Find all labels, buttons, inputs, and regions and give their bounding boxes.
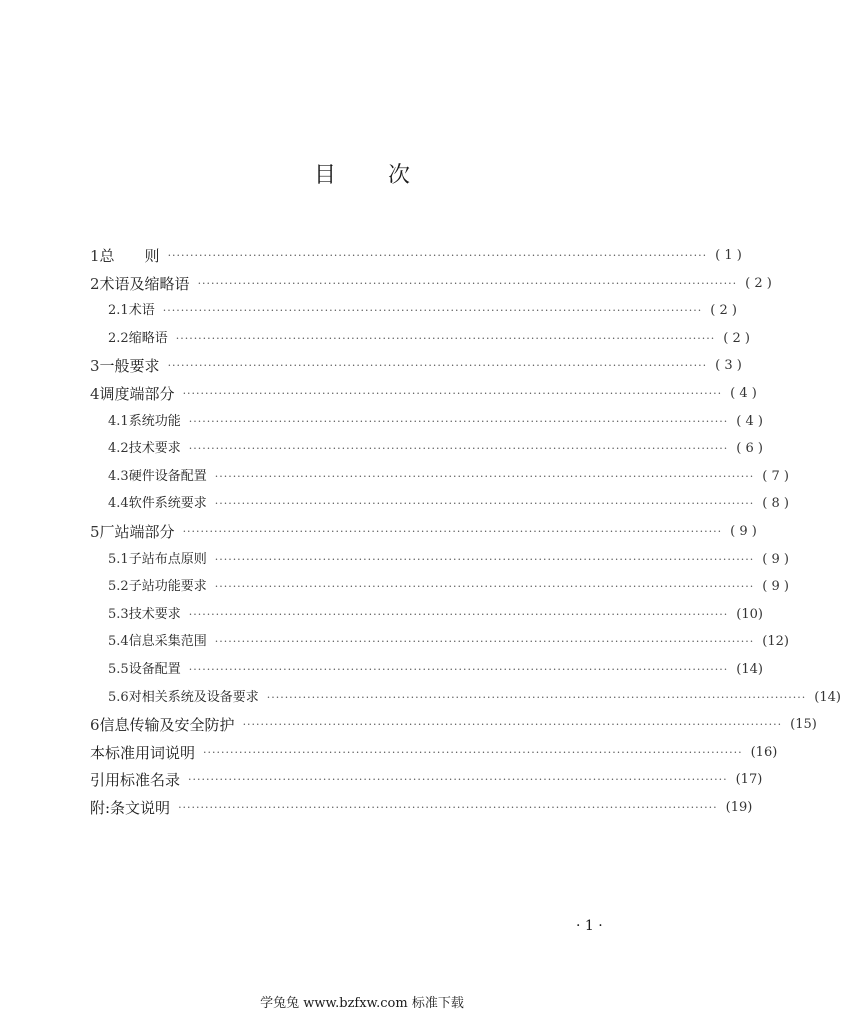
toc-entry[interactable]: [90, 243, 742, 269]
toc-entry-number: 4.3: [108, 468, 129, 484]
toc-entry-number: 4.2: [108, 441, 129, 457]
toc-entry-label: 子站功能要求: [128, 579, 207, 595]
toc-entry[interactable]: [90, 629, 789, 655]
page-title-char-2: 次: [388, 163, 411, 188]
toc-entry-page: ( 8 ): [762, 496, 789, 512]
toc-leader-dots: ························································································································: [203, 745, 743, 759]
page-number: · 1 ·: [576, 918, 603, 934]
toc-leader-dots: ························································································································: [214, 497, 755, 511]
toc-entry-label: 设备配置: [128, 662, 181, 677]
toc-entry[interactable]: [90, 712, 817, 738]
toc-entry-label: 术语: [128, 303, 155, 319]
toc-entry[interactable]: [90, 657, 763, 683]
toc-leader-dots: ························································································································: [188, 773, 728, 787]
toc-entry-number: 6: [90, 716, 100, 735]
toc-entry-label: 硬件设备配置: [128, 468, 207, 484]
toc-entry[interactable]: [90, 574, 789, 600]
toc-entry-page: ( 9 ): [762, 551, 789, 567]
toc-leader-dots: ························································································································: [188, 414, 729, 428]
toc-entry-number: 5.6: [108, 689, 129, 705]
toc-entry-number: 4.1: [108, 413, 129, 429]
toc-entry-page: ( 4 ): [736, 413, 763, 429]
toc-leader-dots: ························································································································: [167, 359, 708, 373]
toc-entry-number: 5.5: [108, 662, 129, 677]
toc-entry-number: 5.2: [108, 579, 129, 595]
toc-entry[interactable]: [90, 685, 841, 711]
toc-leader-dots: ························································································································: [188, 607, 729, 621]
toc-entry[interactable]: [90, 436, 763, 462]
toc-entry-page: ( 2 ): [723, 330, 750, 346]
toc-entry[interactable]: [90, 353, 742, 379]
toc-leader-dots: ························································································································: [214, 635, 755, 649]
toc-entry-page: ( 6 ): [736, 441, 763, 457]
toc-entry-page: ( 9 ): [762, 579, 789, 595]
toc-entry[interactable]: [90, 602, 763, 628]
toc-entry-page: (15): [790, 717, 817, 733]
toc-entry-label: 总 则: [99, 247, 160, 265]
toc-leader-dots: ························································································································: [182, 387, 723, 400]
toc-entry[interactable]: [90, 519, 757, 545]
toc-entry-label: 信息传输及安全防护: [99, 716, 235, 735]
toc-entry-label: 附:条文说明: [90, 799, 171, 817]
toc-entry-page: (12): [762, 634, 789, 650]
toc-leader-dots: ························································································································: [214, 580, 755, 594]
toc-entry[interactable]: [90, 491, 789, 517]
toc-entry[interactable]: [90, 767, 763, 793]
toc-entry-number: 3: [90, 357, 100, 376]
toc-entry-label: 一般要求: [99, 357, 160, 376]
toc-leader-dots: ························································································································: [214, 469, 755, 483]
toc-leader-dots: ························································································································: [242, 718, 783, 732]
toc-entry-label: 引用标准名录: [90, 771, 181, 790]
toc-entry[interactable]: [90, 326, 750, 352]
toc-entry-page: ( 7 ): [762, 468, 789, 484]
toc-entry-page: ( 2 ): [710, 303, 737, 319]
toc-entry[interactable]: [90, 795, 753, 821]
toc-entry-label: 系统功能: [128, 413, 181, 429]
toc-entry-page: (14): [736, 662, 763, 677]
toc-entry[interactable]: [90, 547, 789, 573]
toc-entry-number: 4: [90, 385, 100, 403]
toc-entry-label: 术语及缩略语: [99, 274, 190, 293]
toc-entry-page: (10): [736, 606, 763, 622]
toc-leader-dots: ························································································································: [188, 663, 729, 676]
toc-entry[interactable]: [90, 298, 737, 324]
toc-entry-label: 技术要求: [128, 441, 181, 457]
toc-entry-number: 2: [90, 274, 100, 293]
toc-entry-page: ( 3 ): [715, 358, 742, 374]
toc-leader-dots: ························································································································: [175, 331, 716, 345]
page-title-char-1: 目: [314, 163, 337, 188]
toc-entry-number: 2.2: [108, 330, 129, 346]
toc-entry-page: ( 4 ): [730, 386, 757, 401]
toc-entry-label: 对相关系统及设备要求: [128, 689, 259, 705]
toc-entry-label: 厂站端部分: [99, 523, 175, 541]
toc-entry-label: 软件系统要求: [128, 496, 207, 512]
toc-entry-label: 信息采集范围: [128, 634, 207, 650]
toc-leader-dots: ························································································································: [188, 442, 729, 456]
toc-entry-number: 1: [90, 247, 100, 265]
toc-entry-page: ( 2 ): [745, 275, 772, 291]
toc-entry[interactable]: [90, 740, 778, 766]
toc-entry-label: 技术要求: [128, 606, 181, 622]
toc-leader-dots: ························································································································: [197, 276, 738, 290]
toc-leader-dots: ························································································································: [167, 249, 708, 262]
toc-entry[interactable]: [90, 464, 789, 490]
toc-entry-number: 2.1: [108, 303, 129, 319]
toc-entry-page: (17): [735, 772, 763, 788]
toc-leader-dots: ························································································································: [162, 304, 703, 318]
toc-entry-label: 本标准用词说明: [90, 743, 196, 762]
toc-leader-dots: ························································································································: [182, 525, 723, 538]
toc-entry-label: 调度端部分: [99, 385, 175, 403]
toc-entry[interactable]: [90, 409, 763, 435]
toc-entry-number: 5: [90, 523, 100, 541]
toc-entry-number: 5.1: [108, 551, 129, 567]
toc-entry-page: (14): [814, 689, 841, 705]
toc-entry-label: 子站布点原则: [128, 551, 207, 567]
footer-watermark: 学兔兔 www.bzfxw.com 标准下载: [260, 996, 464, 1011]
toc-leader-dots: ························································································································: [214, 552, 755, 566]
toc-leader-dots: ························································································································: [266, 690, 807, 704]
toc-entry-number: 5.4: [108, 634, 129, 650]
toc-entry[interactable]: [90, 381, 757, 407]
toc-entry-page: (19): [725, 800, 753, 815]
toc-entry-label: 缩略语: [128, 330, 168, 346]
toc-entry-page: ( 9 ): [730, 524, 757, 539]
toc-entry-page: ( 1 ): [715, 248, 742, 263]
toc-entry[interactable]: [90, 271, 772, 297]
toc-entry-page: (16): [750, 744, 778, 760]
toc-entry-number: 5.3: [108, 606, 129, 622]
toc-leader-dots: ························································································································: [178, 801, 718, 814]
toc-entry-number: 4.4: [108, 496, 129, 512]
